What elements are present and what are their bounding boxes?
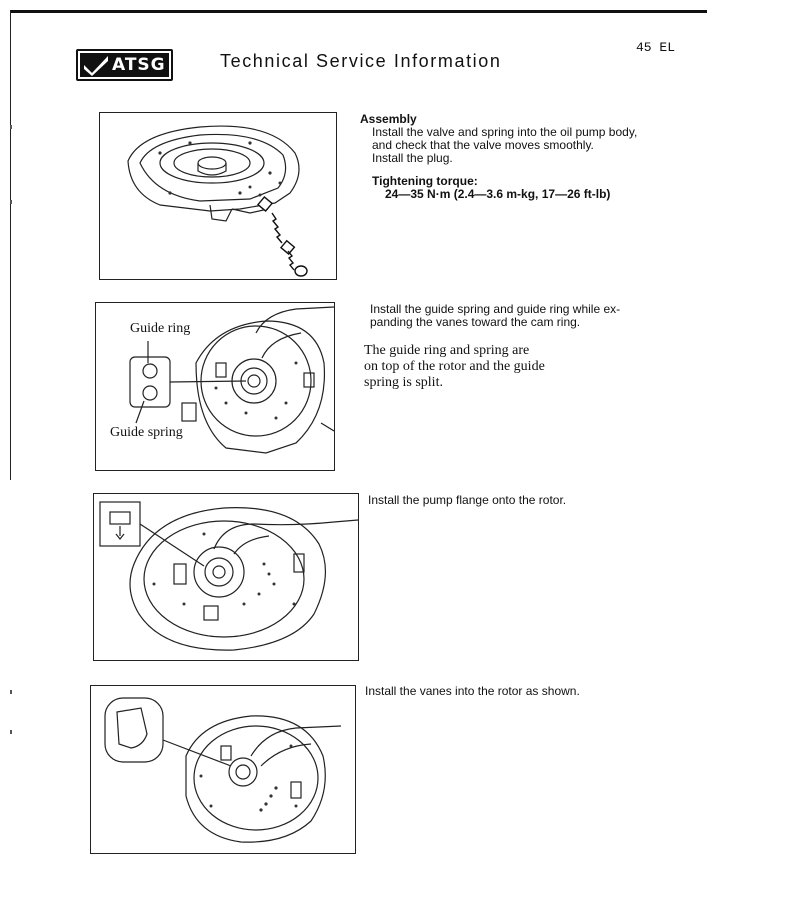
- assembly-line-1: Install the valve and spring into the oil pump body,: [372, 125, 638, 139]
- label-guide-ring: Guide ring: [130, 321, 191, 336]
- guide-note-2: on top of the rotor and the guide: [364, 359, 545, 374]
- figure-guide-ring: [95, 302, 335, 471]
- pump-flange-drawing: [94, 494, 358, 660]
- logo-text: ATSG: [112, 55, 166, 75]
- flange-instruction: Install the pump flange onto the rotor.: [368, 493, 567, 507]
- assembly-line-3: Install the plug.: [372, 151, 453, 165]
- vanes-instruction: Install the vanes into the rotor as shown.: [365, 684, 580, 698]
- guide-note-1: The guide ring and spring are: [364, 343, 530, 358]
- vanes-drawing: [91, 686, 355, 853]
- atsg-logo: [76, 49, 173, 81]
- torque-value: 24—35 N·m (2.4—3.6 m-kg, 17—26 ft-lb): [385, 187, 611, 201]
- margin-mark: [10, 125, 12, 129]
- figure-pump-body-valve: [99, 112, 337, 280]
- top-rule: [10, 10, 707, 13]
- figure-vanes: [90, 685, 356, 854]
- page-number: 45 EL: [636, 40, 676, 55]
- margin-mark: [10, 690, 12, 694]
- margin-mark: [10, 730, 12, 734]
- guide-line-1: Install the guide spring and guide ring while ex-: [370, 302, 621, 316]
- guide-line-2: panding the vanes toward the cam ring.: [370, 315, 581, 329]
- torque-label: Tightening torque:: [372, 174, 478, 188]
- label-guide-spring: Guide spring: [110, 425, 183, 440]
- assembly-line-2: and check that the valve moves smoothly.: [372, 138, 594, 152]
- figure-pump-flange: [93, 493, 359, 661]
- left-margin-rule: [10, 10, 11, 480]
- guide-note-3: spring is split.: [364, 375, 443, 390]
- margin-mark: [10, 200, 12, 204]
- pump-body-drawing: [100, 113, 336, 279]
- page-title: Technical Service Information: [220, 51, 502, 71]
- assembly-heading: Assembly: [360, 112, 417, 126]
- checkmark-icon: [82, 53, 110, 77]
